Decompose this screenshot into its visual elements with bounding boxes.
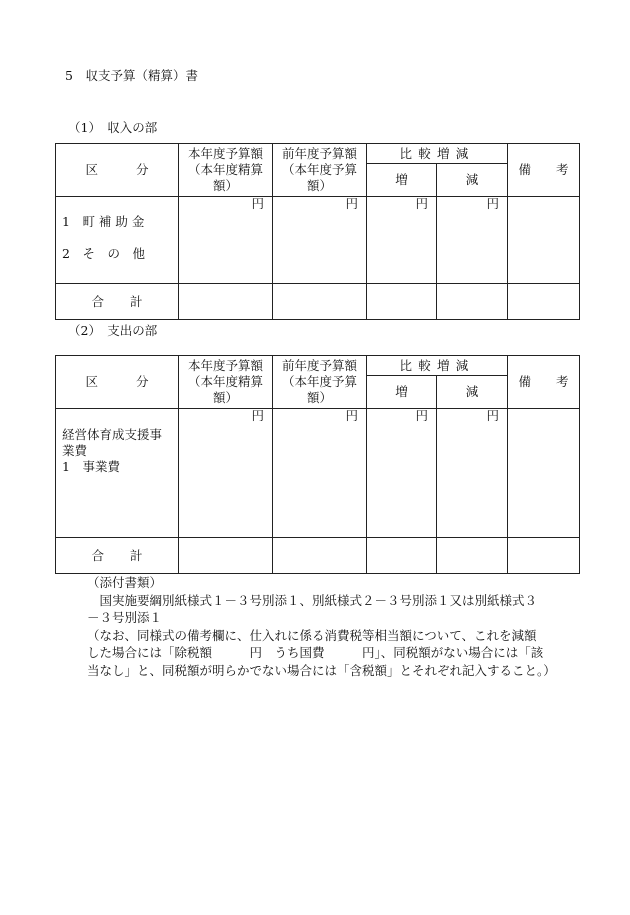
attachment-notes bbox=[87, 574, 556, 679]
header-kubun: 区 分 bbox=[56, 356, 179, 409]
header-comparison: 比較増減 bbox=[367, 356, 508, 376]
notes-line: した場合には「除税額 円 うち国費 円」、同税額がない場合には「該 bbox=[87, 645, 544, 660]
expense-section-heading: （2） 支出の部 bbox=[68, 323, 158, 338]
total-cell bbox=[508, 538, 580, 574]
amount-cell bbox=[273, 197, 367, 284]
amount-cell bbox=[367, 409, 437, 538]
list-item: 1 事業費 bbox=[62, 459, 120, 474]
header-decrease: 減 bbox=[437, 376, 508, 409]
total-cell bbox=[367, 284, 437, 320]
notes-label: （添付書類） bbox=[87, 575, 163, 590]
remarks-cell bbox=[508, 197, 580, 284]
header-remarks: 備 考 bbox=[508, 356, 580, 409]
header-current-budget: 本年度予算額 （本年度精算 額） bbox=[179, 144, 273, 197]
amount-cell bbox=[273, 409, 367, 538]
total-cell bbox=[508, 284, 580, 320]
total-label: 合 計 bbox=[56, 538, 179, 574]
header-remarks: 備 考 bbox=[508, 144, 580, 197]
yen-unit: 円 bbox=[251, 408, 264, 423]
total-label: 合 計 bbox=[56, 284, 179, 320]
yen-unit: 円 bbox=[251, 196, 264, 211]
list-item: 1 町 補 助 金 bbox=[62, 214, 145, 229]
amount-cell bbox=[437, 197, 508, 284]
header-increase: 増 bbox=[367, 376, 437, 409]
header-comparison: 比較増減 bbox=[367, 144, 508, 164]
page-title: 5 収支予算（精算）書 bbox=[65, 68, 198, 83]
amount-cell bbox=[437, 409, 508, 538]
yen-unit: 円 bbox=[415, 196, 428, 211]
notes-line: （なお、同様式の備考欄に、仕入れに係る消費税等相当額について、これを減額 bbox=[87, 627, 537, 643]
list-item: 2 そ の 他 bbox=[62, 246, 145, 261]
list-item: 経営体育成支援事 bbox=[62, 427, 163, 442]
total-cell bbox=[367, 538, 437, 574]
yen-unit: 円 bbox=[486, 408, 500, 423]
total-cell bbox=[437, 538, 508, 574]
expense-items-cell bbox=[56, 409, 179, 538]
yen-unit: 円 bbox=[345, 196, 358, 211]
header-previous-budget: 前年度予算額 （本年度予算 額） bbox=[273, 144, 367, 197]
yen-unit: 円 bbox=[415, 408, 428, 423]
yen-unit: 円 bbox=[486, 196, 500, 211]
amount-cell bbox=[179, 197, 273, 284]
notes-line: 当なし」と、同税額が明らかでない場合には「含税額」とそれぞれ記入すること。） bbox=[87, 662, 556, 678]
total-cell bbox=[179, 284, 273, 320]
total-cell bbox=[273, 284, 367, 320]
header-previous-budget: 前年度予算額 （本年度予算 額） bbox=[273, 356, 367, 409]
remarks-cell bbox=[508, 409, 580, 538]
header-decrease: 減 bbox=[437, 164, 508, 197]
yen-unit: 円 bbox=[345, 408, 358, 423]
total-cell bbox=[179, 538, 273, 574]
amount-cell bbox=[367, 197, 437, 284]
income-items-cell bbox=[56, 197, 179, 284]
notes-line: 国実施要綱別紙様式１－３号別添１、別紙様式２－３号別添１又は別紙様式３ bbox=[87, 592, 538, 608]
amount-cell bbox=[179, 409, 273, 538]
header-kubun: 区 分 bbox=[56, 144, 179, 197]
header-increase: 増 bbox=[367, 164, 437, 197]
expense-table bbox=[55, 355, 580, 574]
notes-line: －３号別添１ bbox=[87, 610, 163, 625]
income-table bbox=[55, 143, 580, 320]
total-cell bbox=[437, 284, 508, 320]
income-section-heading: （1） 収入の部 bbox=[68, 120, 158, 135]
header-current-budget: 本年度予算額 （本年度精算 額） bbox=[179, 356, 273, 409]
list-item: 業費 bbox=[62, 443, 88, 458]
total-cell bbox=[273, 538, 367, 574]
